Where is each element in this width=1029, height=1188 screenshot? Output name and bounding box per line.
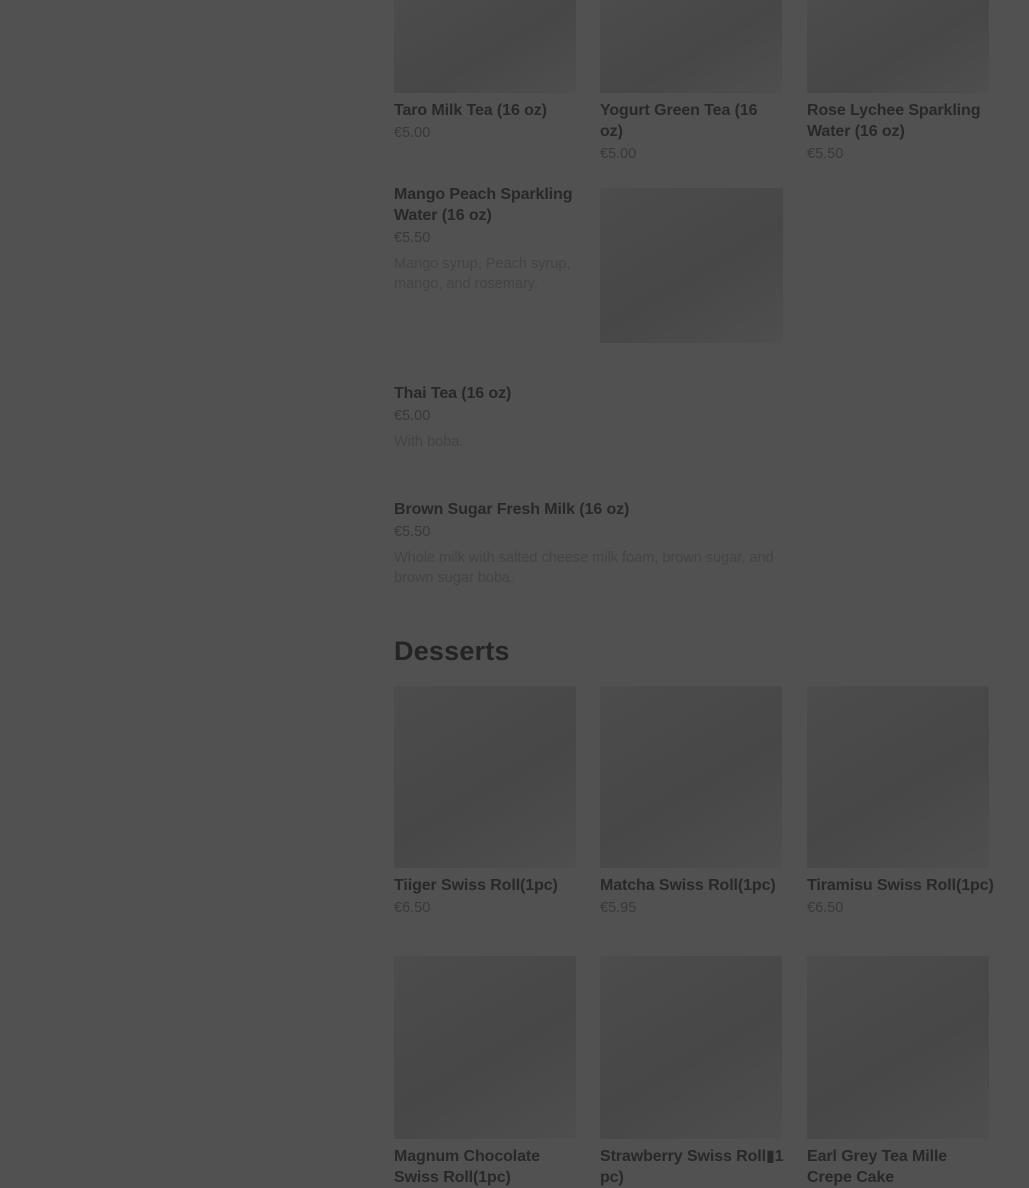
menu-item-card[interactable] <box>394 686 579 918</box>
menu-item-image <box>600 686 782 868</box>
menu-item-description: Mango syrup, Peach syrup, mango, and rosemary. <box>394 256 571 292</box>
menu-item-image <box>807 0 989 93</box>
menu-item-price: €5.95 <box>600 900 637 916</box>
menu-item-name: Magnum Chocolate Swiss Roll(1pc) <box>394 1148 540 1186</box>
menu-item-card[interactable] <box>807 956 977 1188</box>
menu-item-card[interactable] <box>600 686 785 918</box>
menu-item-name: Thai Tea (16 oz) <box>394 385 512 402</box>
menu-item-price: €5.00 <box>394 408 431 424</box>
menu-item-name: Strawberry Swiss Roll▮1 pc) <box>600 1148 784 1186</box>
menu-item-price: €6.50 <box>394 900 431 916</box>
menu-item-image <box>394 686 576 868</box>
menu-item-price: €5.50 <box>807 146 844 162</box>
menu-item-name: Mango Peach Sparkling Water (16 oz) <box>394 186 573 224</box>
menu-item-price: €6.50 <box>807 900 844 916</box>
menu-item-name: Rose Lychee Sparkling Water (16 oz) <box>807 102 981 140</box>
section-heading-desserts: Desserts <box>394 636 510 666</box>
menu-item-image <box>600 956 782 1139</box>
menu-item-image <box>600 0 782 93</box>
menu-item-description: With boba. <box>394 434 464 450</box>
menu-item-card[interactable] <box>394 956 566 1188</box>
menu-item-card[interactable] <box>600 956 786 1188</box>
menu-item-image <box>807 956 989 1139</box>
menu-item-card[interactable] <box>394 184 599 294</box>
menu-item-card[interactable] <box>394 0 584 143</box>
menu-item-price: €5.00 <box>600 146 637 162</box>
menu-item-price: €5.00 <box>394 125 431 141</box>
menu-item-image[interactable] <box>600 188 783 343</box>
menu-item-name: Earl Grey Tea Mille Crepe Cake <box>807 1148 948 1186</box>
menu-item-card[interactable] <box>394 383 599 452</box>
menu-item-image <box>394 0 576 93</box>
menu-item-name: Matcha Swiss Roll(1pc) <box>600 877 776 894</box>
menu-item-name: Yogurt Green Tea (16 oz) <box>600 102 758 140</box>
menu-item-card[interactable] <box>807 686 995 918</box>
menu-item-price: €5.50 <box>394 230 431 246</box>
menu-item-card[interactable] <box>807 0 987 164</box>
menu-item-image <box>807 686 989 868</box>
menu-item-name: Brown Sugar Fresh Milk (16 oz) <box>394 501 630 518</box>
menu-item-name: Tiiger Swiss Roll(1pc) <box>394 877 558 894</box>
menu-item-name: Taro Milk Tea (16 oz) <box>394 102 547 119</box>
menu-item-card[interactable] <box>394 499 786 588</box>
menu-item-description: Whole milk with salted cheese milk foam, brown sugar, and brown sugar boba. <box>394 550 774 586</box>
menu-item-name: Tiramisu Swiss Roll(1pc) <box>807 877 994 894</box>
menu-item-card[interactable] <box>600 0 772 164</box>
menu-item-image <box>394 956 576 1139</box>
menu-item-price: €5.50 <box>394 524 431 540</box>
